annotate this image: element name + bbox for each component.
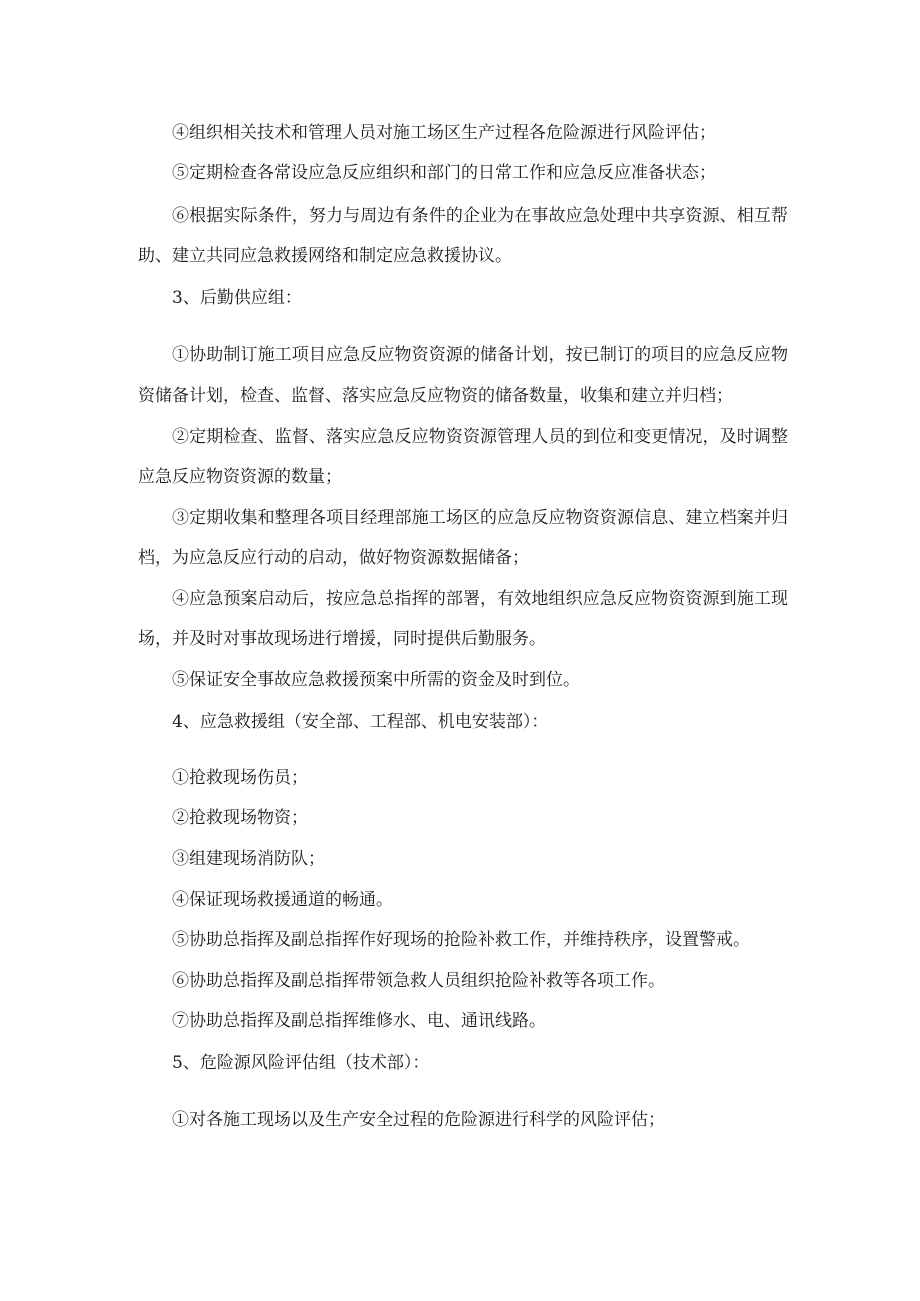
list-item: ⑥协助总指挥及副总指挥带领急救人员组织抢险补救等各项工作。 bbox=[172, 971, 665, 991]
paragraph-line: ③定期收集和整理各项目经理部施工场区的应急反应物资资源信息、建立档案并归 bbox=[172, 508, 788, 528]
paragraph-line: ②定期检查、监督、落实应急反应物资资源管理人员的到位和变更情况，及时调整 bbox=[172, 427, 788, 447]
list-item: ①对各施工现场以及生产安全过程的危险源进行科学的风险评估； bbox=[172, 1110, 665, 1130]
paragraph-line: 助、建立共同应急救援网络和制定应急救援协议。 bbox=[138, 246, 512, 266]
section-heading: 4、应急救援组（安全部、工程部、机电安装部）： bbox=[172, 712, 549, 732]
paragraph-line: ⑤定期检查各常设应急反应组织和部门的日常工作和应急反应准备状态； bbox=[172, 163, 716, 183]
section-heading: 5、危险源风险评估组（技术部）： bbox=[172, 1053, 430, 1073]
paragraph-line: 应急反应物资资源的数量； bbox=[138, 467, 342, 487]
paragraph-line: 场，并及时对事故现场进行增援，同时提供后勤服务。 bbox=[138, 629, 546, 649]
paragraph-line: ④应急预案启动后，按应急总指挥的部署，有效地组织应急反应物资资源到施工现 bbox=[172, 589, 788, 609]
list-item: ④保证现场救援通道的畅通。 bbox=[172, 890, 393, 910]
list-item: ②抢救现场物资； bbox=[172, 808, 308, 828]
list-item: ⑤协助总指挥及副总指挥作好现场的抢险补救工作，并维持秩序，设置警戒。 bbox=[172, 930, 750, 950]
list-item: ⑦协助总指挥及副总指挥维修水、电、通讯线路。 bbox=[172, 1011, 546, 1031]
list-item: ①抢救现场伤员； bbox=[172, 768, 308, 788]
paragraph-line: ④组织相关技术和管理人员对施工场区生产过程各危险源进行风险评估； bbox=[172, 123, 716, 143]
paragraph-line: 档，为应急反应行动的启动，做好物资源数据储备； bbox=[138, 548, 529, 568]
paragraph-line: ⑤保证安全事故应急救援预案中所需的资金及时到位。 bbox=[172, 670, 580, 690]
list-item: ③组建现场消防队； bbox=[172, 849, 325, 869]
paragraph-line: 资储备计划，检查、监督、落实应急反应物资的储备数量，收集和建立并归档； bbox=[138, 386, 733, 406]
paragraph-line: ⑥根据实际条件，努力与周边有条件的企业为在事故应急处理中共享资源、相互帮 bbox=[172, 206, 788, 226]
section-heading: 3、后勤供应组： bbox=[172, 288, 302, 308]
paragraph-line: ①协助制订施工项目应急反应物资资源的储备计划，按已制订的项目的应急反应物 bbox=[172, 345, 788, 365]
